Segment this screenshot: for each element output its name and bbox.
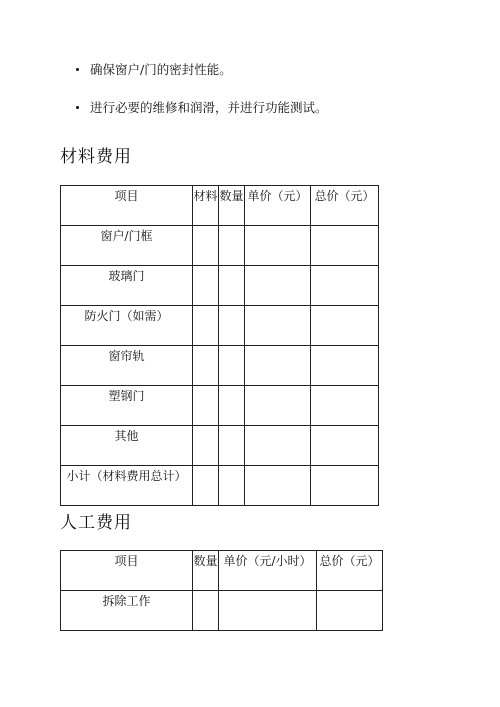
empty-cell xyxy=(193,226,219,266)
empty-cell xyxy=(193,346,219,386)
material-cost-heading: 材料费用 xyxy=(60,147,132,167)
table-row xyxy=(61,266,379,306)
empty-cell xyxy=(311,466,379,506)
empty-cell xyxy=(245,386,311,426)
empty-cell xyxy=(311,266,379,306)
empty-cell xyxy=(311,426,379,466)
labor-cost-table xyxy=(60,550,383,631)
empty-cell xyxy=(317,591,383,631)
empty-cell xyxy=(245,426,311,466)
header-cell: 总价（元） xyxy=(311,186,379,226)
bullet-text: 进行必要的维修和润滑，并进行功能测试。 xyxy=(90,100,328,115)
table-header-row xyxy=(61,186,379,226)
item-cell: 塑钢门 xyxy=(61,386,193,426)
empty-cell xyxy=(311,346,379,386)
empty-cell xyxy=(193,426,219,466)
empty-cell xyxy=(245,306,311,346)
table-row xyxy=(61,306,379,346)
empty-cell xyxy=(245,346,311,386)
table-row xyxy=(61,386,379,426)
header-cell: 项目 xyxy=(61,551,193,591)
bullet-dot-icon xyxy=(76,68,79,71)
empty-cell xyxy=(193,266,219,306)
empty-cell xyxy=(311,386,379,426)
empty-cell xyxy=(311,306,379,346)
item-cell: 窗户/门框 xyxy=(61,226,193,266)
header-cell: 总价（元） xyxy=(317,551,383,591)
empty-cell xyxy=(193,591,219,631)
table-header-row xyxy=(61,551,383,591)
item-cell: 玻璃门 xyxy=(61,266,193,306)
empty-cell xyxy=(245,226,311,266)
table-row-subtotal xyxy=(61,466,379,506)
item-cell: 其他 xyxy=(61,426,193,466)
header-cell: 单价（元/小时） xyxy=(219,551,317,591)
header-cell: 数量 xyxy=(193,551,219,591)
header-cell: 数量 xyxy=(219,186,245,226)
material-cost-table xyxy=(60,185,379,506)
header-cell: 项目 xyxy=(61,186,193,226)
empty-cell xyxy=(311,226,379,266)
item-cell: 防火门（如需） xyxy=(61,306,193,346)
header-cell: 单价（元） xyxy=(245,186,311,226)
empty-cell xyxy=(219,591,317,631)
empty-cell xyxy=(219,386,245,426)
empty-cell xyxy=(219,226,245,266)
empty-cell xyxy=(219,346,245,386)
bullet-text: 确保窗户/门的密封性能。 xyxy=(90,62,232,77)
empty-cell xyxy=(219,466,245,506)
empty-cell xyxy=(193,386,219,426)
empty-cell xyxy=(219,266,245,306)
table-row xyxy=(61,591,383,631)
table-row xyxy=(61,426,379,466)
item-cell: 窗帘轨 xyxy=(61,346,193,386)
table-row xyxy=(61,226,379,266)
empty-cell xyxy=(245,266,311,306)
empty-cell xyxy=(193,306,219,346)
empty-cell xyxy=(219,426,245,466)
empty-cell xyxy=(245,466,311,506)
header-cell: 材料 xyxy=(193,186,219,226)
bullet-dot-icon xyxy=(76,106,79,109)
labor-cost-heading: 人工费用 xyxy=(60,513,132,533)
table-row xyxy=(61,346,379,386)
empty-cell xyxy=(193,466,219,506)
item-cell: 拆除工作 xyxy=(61,591,193,631)
item-cell: 小计（材料费用总计） xyxy=(61,466,193,506)
empty-cell xyxy=(219,306,245,346)
